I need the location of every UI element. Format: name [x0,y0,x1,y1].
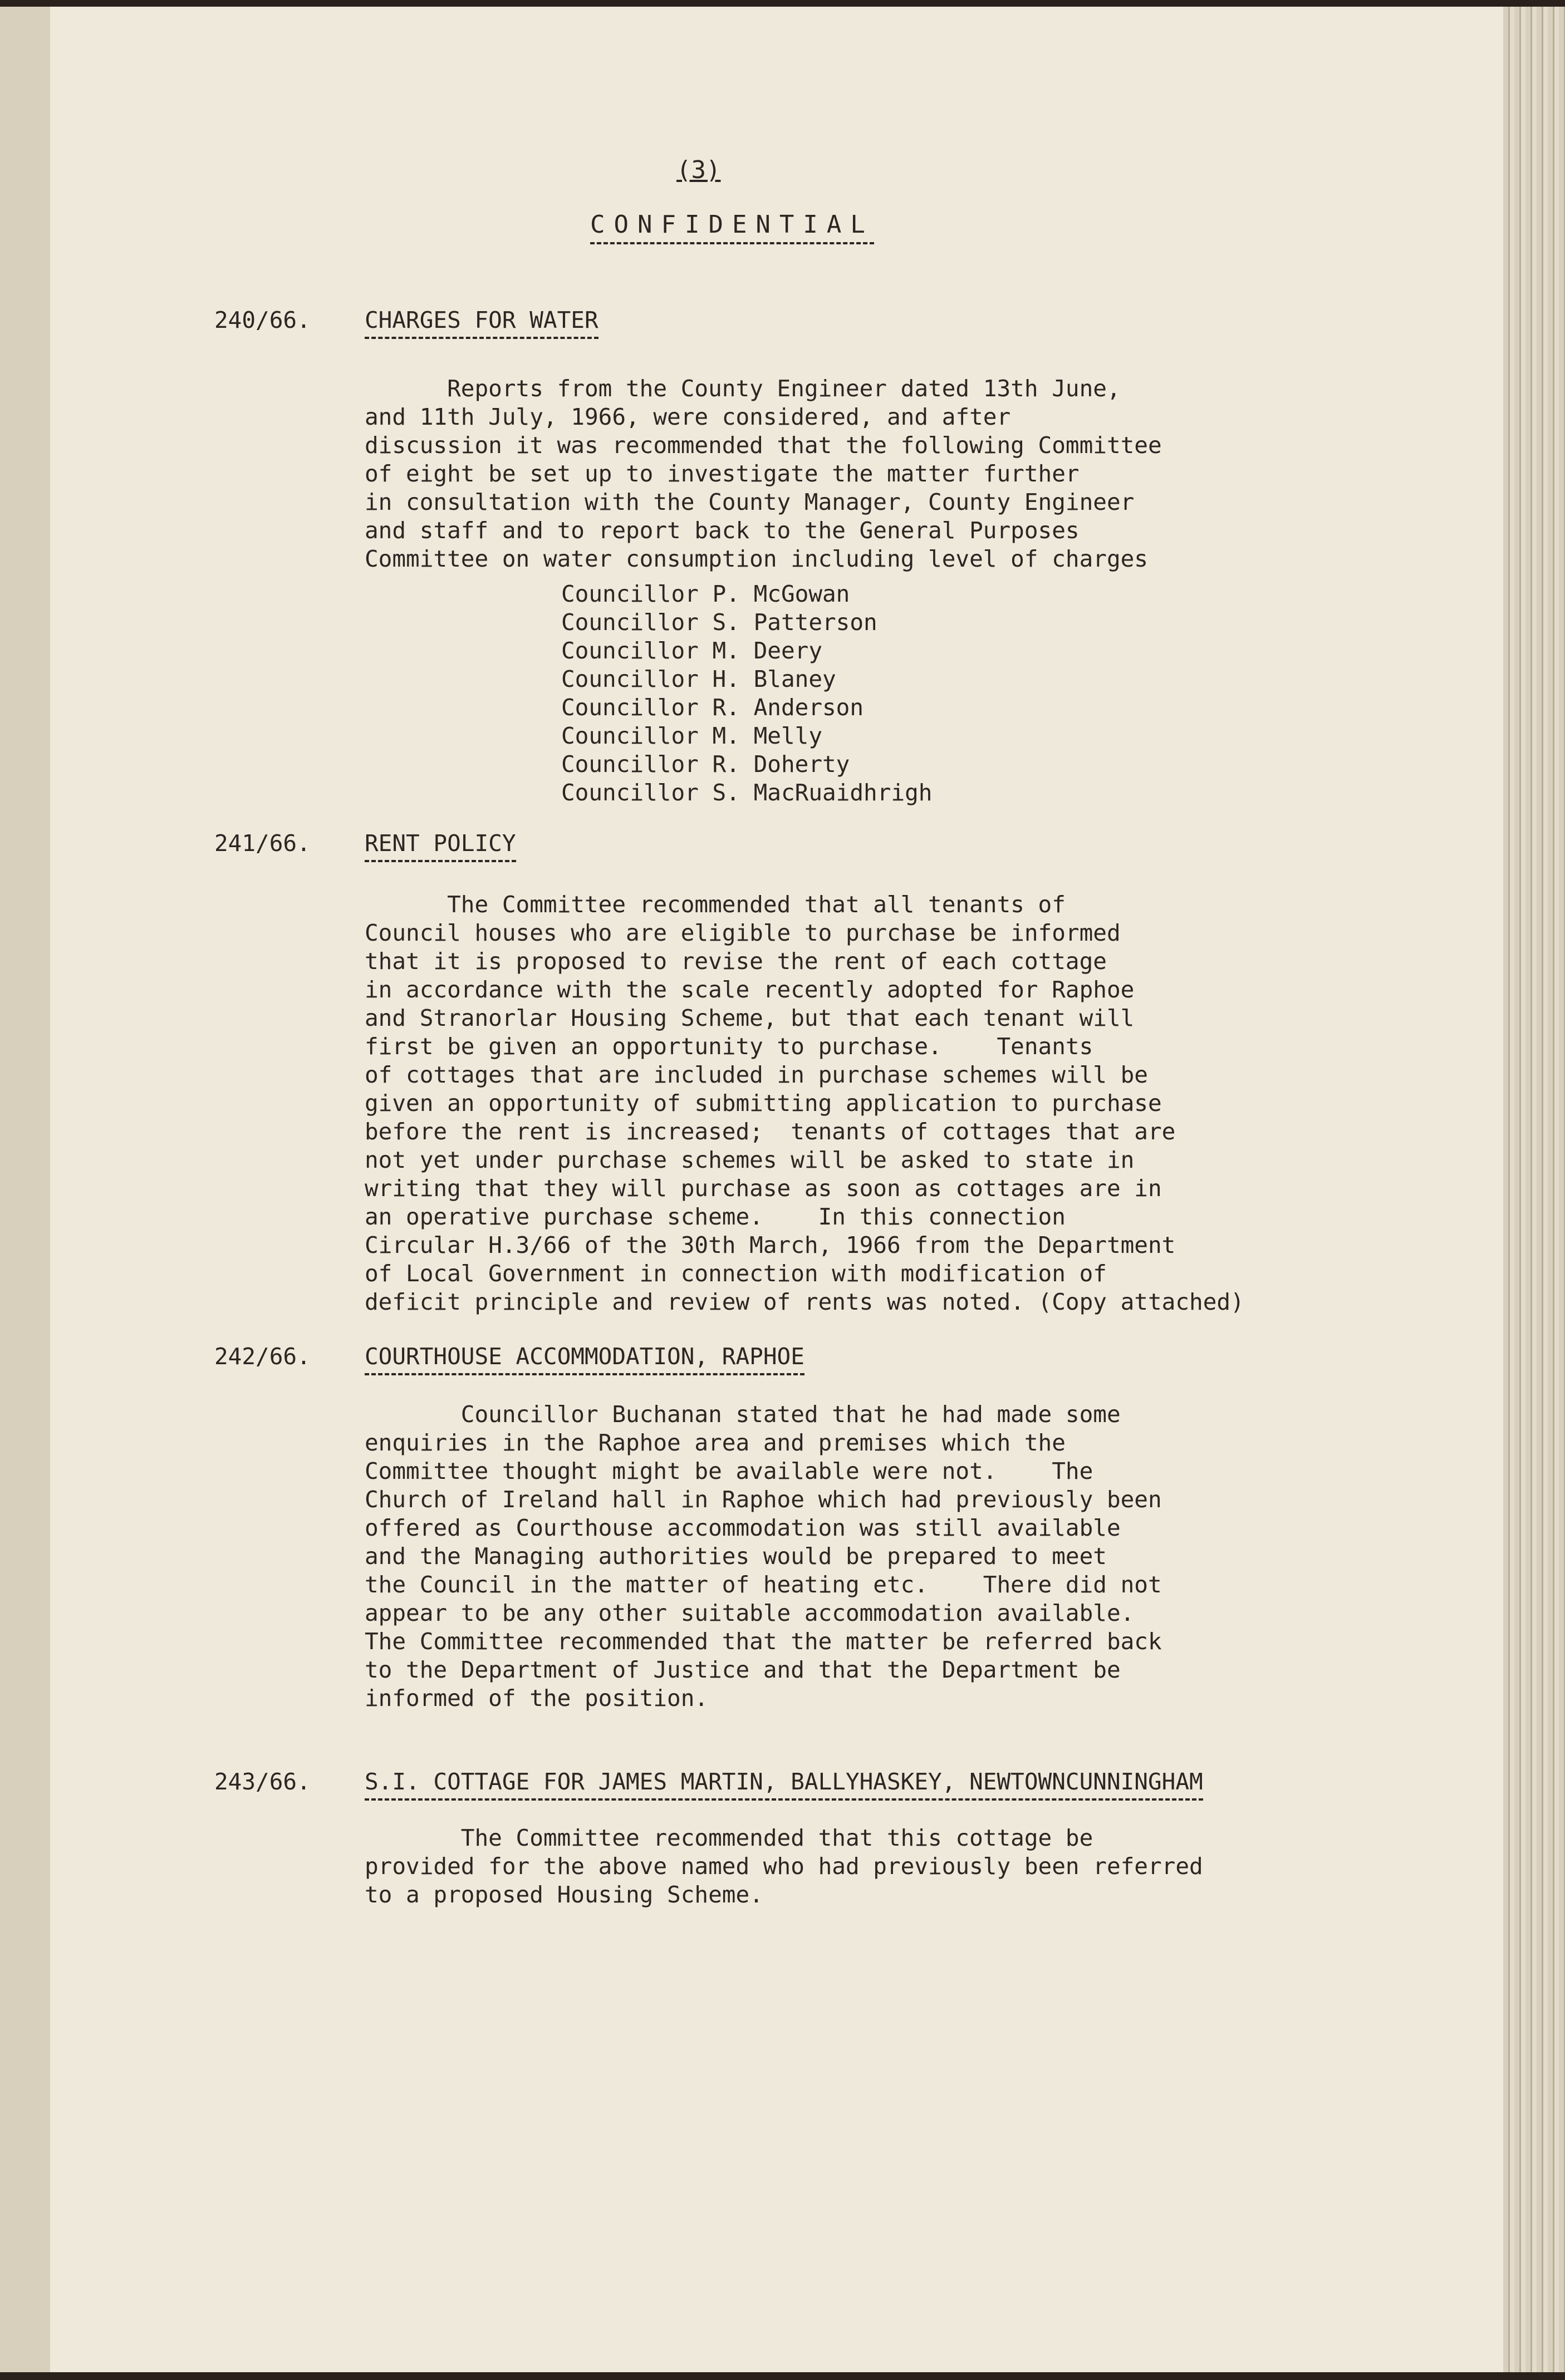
councillor-entry: Councillor H. Blaney [561,666,836,692]
committee-members-list [561,580,932,807]
minute-number-243: 243/66. [214,1768,311,1795]
councillor-entry: Councillor M. Melly [561,722,822,749]
minute-number-240: 240/66. [214,307,311,333]
book-page-edges [1503,7,1565,2372]
minute-text-242: Councillor Buchanan stated that he had made some enquiries in the Raphoe area and premises which the Committee thought might be available were not. The Church of Ireland hall in Raphoe which had previously been offered as Courthouse accommodation was still available and the Managing authorities would be prepared to meet the Council in the matter of heating etc. There did not appear to be any other suitable accommodation available. The Committee recommended that the matter be referred back to the Department of Justice and that the Department be informed of the position. [365,1401,1162,1712]
councillor-entry: Councillor R. Doherty [561,751,850,778]
page-number: (3) [676,156,721,184]
councillor-entry: Councillor S. MacRuaidhrigh [561,779,933,806]
councillor-entry: Councillor S. Patterson [561,609,877,636]
minute-heading-242: COURTHOUSE ACCOMMODATION, RAPHOE [365,1343,804,1375]
minute-number-242: 242/66. [214,1343,311,1370]
minute-text-240: Reports from the County Engineer dated 13th June, and 11th July, 1966, were considered, and after discussion it was recommended that the following Committee of eight be set up to investigate the matter further in consultation with the County Manager, County Engineer and staff and to report back to the General Purposes Committee on water consumption including level of charges [365,375,1162,572]
minute-text-243: The Committee recommended that this cottage be provided for the above named who had previously been referred to a proposed Housing Scheme. [365,1825,1203,1908]
confidential-heading: CONFIDENTIAL [590,210,874,244]
councillor-entry: Councillor M. Deery [561,637,822,664]
councillor-entry: Councillor P. McGowan [561,581,850,607]
minute-heading-241: RENT POLICY [365,829,516,862]
councillor-entry: Councillor R. Anderson [561,694,864,721]
minute-text-241: The Committee recommended that all tenants of Council houses who are eligible to purchase be informed that it is proposed to revise the rent of each cottage in accordance with the scale recently adopted for Raphoe and Stranorlar Housing Scheme, but that each tenant will first be given an opportunity to purchase. Tenants of cottages that are included in purchase schemes will be given an opportunity of submitting application to purchase before the rent is increased; tenants of cottages that are not yet under purchase schemes will be asked to state in writing that they will purchase as soon as cottages are in an operative purchase scheme. In this connection Circular H.3/66 of the 30th March, 1966 from the Department of Local Government in connection with modification of deficit principle and review of rents was noted. (Copy attached) [365,891,1244,1315]
minute-heading-240: CHARGES FOR WATER [365,306,598,339]
minute-heading-243: S.I. COTTAGE FOR JAMES MARTIN, BALLYHASKEY, NEWTOWNCUNNINGHAM [365,1768,1203,1801]
minute-number-241: 241/66. [214,830,311,857]
